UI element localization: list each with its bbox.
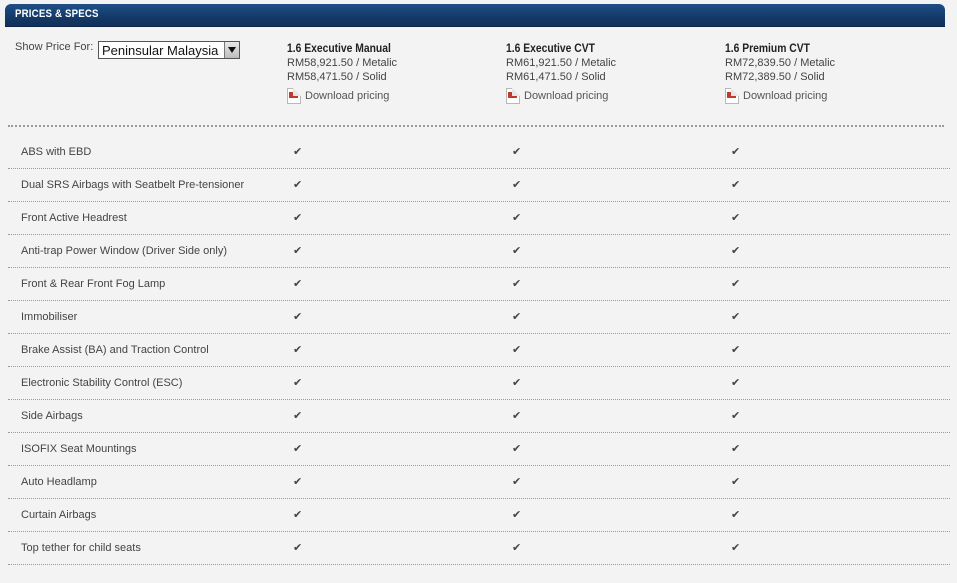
- feature-label: Side Airbags: [21, 410, 83, 422]
- download-pricing-label: Download pricing: [743, 90, 828, 102]
- checkmark-icon: ✔: [731, 344, 741, 356]
- checkmark-icon: ✔: [512, 245, 522, 257]
- section-title: PRICES & SPECS: [15, 8, 99, 20]
- feature-row: [8, 235, 950, 268]
- checkmark-icon: ✔: [512, 212, 522, 224]
- feature-row: [8, 169, 950, 202]
- chevron-down-icon[interactable]: [224, 42, 239, 58]
- checkmark-icon: ✔: [293, 245, 303, 257]
- feature-label: Electronic Stability Control (ESC): [21, 377, 183, 389]
- pdf-icon: [287, 88, 301, 104]
- feature-label: Curtain Airbags: [21, 509, 97, 521]
- checkmark-icon: ✔: [731, 542, 741, 554]
- checkmark-icon: ✔: [293, 344, 303, 356]
- checkmark-icon: ✔: [293, 212, 303, 224]
- feature-label: Dual SRS Airbags with Seatbelt Pre-tensioner: [21, 179, 245, 191]
- checkmark-icon: ✔: [293, 476, 303, 488]
- feature-row: [8, 334, 950, 367]
- checkmark-icon: ✔: [512, 179, 522, 191]
- feature-label: Top tether for child seats: [21, 542, 141, 554]
- checkmark-icon: ✔: [293, 278, 303, 290]
- checkmark-icon: ✔: [731, 443, 741, 455]
- checkmark-icon: ✔: [293, 509, 303, 521]
- price-region-value: Peninsular Malaysia: [102, 43, 219, 58]
- variant-name: 1.6 Executive Manual: [287, 41, 391, 55]
- variant-column: [506, 41, 706, 104]
- checkmark-icon: ✔: [731, 509, 741, 521]
- feature-label: Front & Rear Front Fog Lamp: [21, 278, 166, 290]
- feature-row: [8, 367, 950, 400]
- variant-price-solid: RM72,389.50 / Solid: [725, 71, 825, 83]
- feature-label: Front Active Headrest: [21, 212, 127, 224]
- pdf-icon: [506, 88, 520, 104]
- feature-label: Brake Assist (BA) and Traction Control: [21, 344, 209, 356]
- feature-table: [8, 136, 950, 565]
- price-region-label: Show Price For:: [15, 41, 94, 53]
- checkmark-icon: ✔: [293, 443, 303, 455]
- checkmark-icon: ✔: [731, 179, 741, 191]
- checkmark-icon: ✔: [731, 212, 741, 224]
- download-pricing-label: Download pricing: [524, 90, 609, 102]
- feature-row: [8, 466, 950, 499]
- variant-column: [725, 41, 925, 104]
- variant-price-metalic: RM61,921.50 / Metalic: [506, 57, 617, 69]
- feature-row: [8, 400, 950, 433]
- feature-row: [8, 532, 950, 565]
- checkmark-icon: ✔: [512, 344, 522, 356]
- checkmark-icon: ✔: [293, 311, 303, 323]
- checkmark-icon: ✔: [512, 509, 522, 521]
- feature-label: Anti-trap Power Window (Driver Side only): [21, 245, 228, 257]
- checkmark-icon: ✔: [512, 278, 522, 290]
- variant-price-solid: RM58,471.50 / Solid: [287, 71, 387, 83]
- download-pricing-label: Download pricing: [305, 90, 390, 102]
- checkmark-icon: ✔: [293, 146, 303, 158]
- feature-row: [8, 301, 950, 334]
- pdf-icon: [725, 88, 739, 104]
- variant-name: 1.6 Premium CVT: [725, 41, 810, 55]
- price-region-select[interactable]: [98, 41, 240, 59]
- checkmark-icon: ✔: [731, 311, 741, 323]
- checkmark-icon: ✔: [731, 410, 741, 422]
- variant-price-metalic: RM58,921.50 / Metalic: [287, 57, 398, 69]
- variant-name: 1.6 Executive CVT: [506, 41, 595, 55]
- feature-label: ISOFIX Seat Mountings: [21, 443, 137, 455]
- download-pricing-link[interactable]: [287, 88, 487, 104]
- variant-price-solid: RM61,471.50 / Solid: [506, 71, 606, 83]
- feature-label: ABS with EBD: [21, 146, 92, 158]
- checkmark-icon: ✔: [512, 377, 522, 389]
- checkmark-icon: ✔: [731, 278, 741, 290]
- checkmark-icon: ✔: [512, 443, 522, 455]
- checkmark-icon: ✔: [293, 542, 303, 554]
- checkmark-icon: ✔: [293, 410, 303, 422]
- section-header: [5, 4, 945, 26]
- checkmark-icon: ✔: [512, 410, 522, 422]
- feature-row: [8, 268, 950, 301]
- feature-row: [8, 136, 950, 169]
- checkmark-icon: ✔: [512, 311, 522, 323]
- feature-row: [8, 202, 950, 235]
- download-pricing-link[interactable]: [725, 88, 925, 104]
- checkmark-icon: ✔: [731, 245, 741, 257]
- feature-row: [8, 433, 950, 466]
- download-pricing-link[interactable]: [506, 88, 706, 104]
- feature-label: Auto Headlamp: [21, 476, 97, 488]
- checkmark-icon: ✔: [512, 542, 522, 554]
- feature-row: [8, 499, 950, 532]
- checkmark-icon: ✔: [731, 476, 741, 488]
- variant-price-metalic: RM72,839.50 / Metalic: [725, 57, 836, 69]
- variant-column: [287, 41, 487, 104]
- checkmark-icon: ✔: [293, 377, 303, 389]
- checkmark-icon: ✔: [731, 146, 741, 158]
- checkmark-icon: ✔: [293, 179, 303, 191]
- checkmark-icon: ✔: [512, 476, 522, 488]
- feature-label: Immobiliser: [21, 311, 78, 323]
- checkmark-icon: ✔: [512, 146, 522, 158]
- divider: [8, 125, 944, 127]
- checkmark-icon: ✔: [731, 377, 741, 389]
